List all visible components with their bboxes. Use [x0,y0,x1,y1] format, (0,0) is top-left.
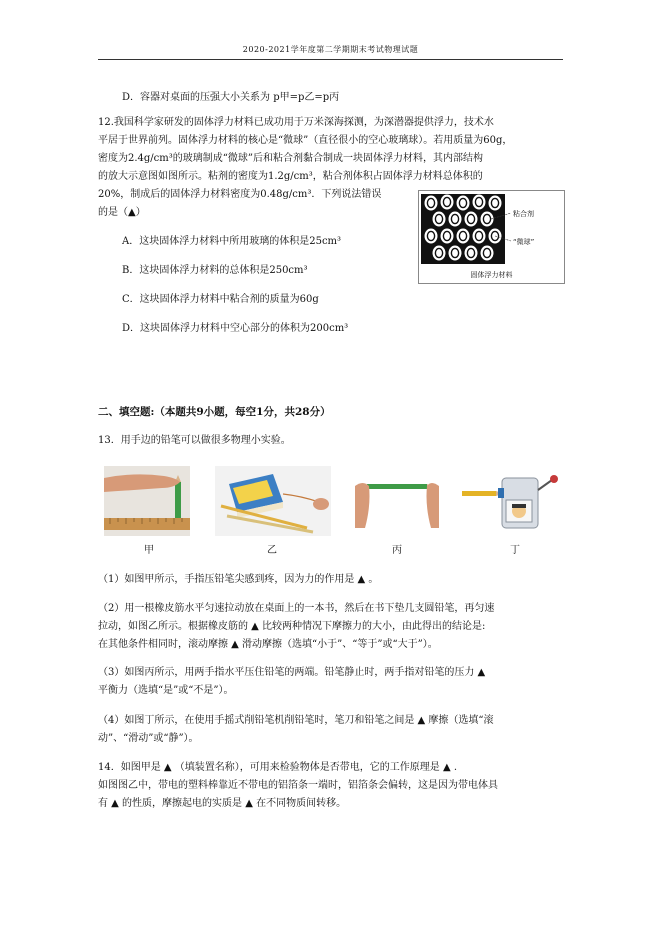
q12-line-6: 的是（▲） [98,207,146,218]
q14-line-3: 有 ▲ 的性质，摩擦起电的实质是 ▲ 在不同物质间转移。 [98,798,347,809]
section-heading: 二、填空题:（本题共9小题，每空1分，共28分） [98,406,331,418]
q12-line-2: 平居于世界前列。固体浮力材料的核心是“微球”（直径很小的空心玻璃球）。若用质量为60g， [98,135,513,146]
q13-part-1: （1）如图甲所示，手指压铅笔尖感到疼，因为力的作用是 ▲ 。 [98,574,379,585]
photo-fingers-pressing-pencil-ends [353,466,441,536]
photo-label-bing: 丙 [392,545,402,556]
microsphere-diagram [419,191,564,271]
q12-line-3: 密度为2.4g/cm³的玻璃制成“微球”后和粘合剂黏合制成一块固体浮力材料，其内部结构 [98,153,483,164]
q13-part-3-line-2: 平衡力（选填“是”或“不是”）。 [98,685,234,696]
buoyancy-material-figure [418,190,565,284]
binder-label: 粘合剂 [513,210,534,218]
q12-line-1: 12.我国科学家研发的固体浮力材料已成功用于万米深海探测，为深潜器提供浮力，技术水 [98,117,494,128]
q14-line-1: 14．如图甲是 ▲ （填装置名称），可用来检验物体是否带电，它的工作原理是 ▲ . [98,762,457,773]
q12-option-c: C．这块固体浮力材料中粘合剂的质量为60g [122,294,319,305]
q13-stem: 13．用手边的铅笔可以做很多物理小实验。 [98,435,291,446]
microsphere-label: “微球” [513,238,535,246]
q12-line-4: 的放大示意图如图所示。粘剂的密度为1.2g/cm³，粘合剂体积占固体浮力材料总体积的 [98,171,483,182]
q13-part-2-line-1: （2）用一根橡皮筋水平匀速拉动放在桌面上的一本书，然后在书下垫几支圆铅笔，再匀速 [98,603,495,614]
q11-option-d-formula: p甲=p乙=p丙 [273,92,340,103]
q13-part-4-line-2: 动”、“滑动”或“静”）。 [98,733,199,744]
q11-option-d-text: D．容器对桌面的压强大小关系为 [122,92,271,103]
q12-option-a: A．这块固体浮力材料中所用玻璃的体积是25cm³ [122,236,342,247]
q11-option-d [122,88,339,103]
figure-caption: 固体浮力材料 [470,271,513,279]
page-header: 2020-2021学年度第二学期期末考试物理试题 [98,44,563,60]
photo-finger-pressing-pencil [104,466,190,536]
q13-part-3-line-1: （3）如图丙所示，用两手指水平压住铅笔的两端。铅笔静止时，两手指对铅笔的压力 ▲ [98,667,486,678]
photo-pencil-sharpener [458,466,568,536]
q12-line-5: 20%，制成后的固体浮力材料密度为0.48g/cm³．下列说法错误 [98,189,382,200]
photo-label-ding: 丁 [510,545,520,556]
photo-label-jia: 甲 [144,545,154,556]
photo-book-on-pencils [215,466,331,536]
q14-line-2: 如图图乙中，带电的塑料棒靠近不带电的铝箔条一端时，铝箔条会偏转，这是因为带电体具 [98,780,498,791]
q13-part-4-line-1: （4）如图丁所示，在使用手摇式削铅笔机削铅笔时，笔刀和铅笔之间是 ▲ 摩擦（选填“滚 [98,715,494,726]
q12-option-d: D．这块固体浮力材料中空心部分的体积为200cm³ [122,323,349,334]
photo-label-yi: 乙 [267,545,277,556]
q13-part-2-line-2: 拉动，如图乙所示。根据橡皮筋的 ▲ 比较两种情况下摩擦力的大小，由此得出的结论是: [98,621,486,632]
q13-part-2-line-3: 在其他条件相同时，滚动摩擦 ▲ 滑动摩擦（选填“小于”、“等于”或“大于”）。 [98,639,438,650]
q12-option-b: B．这块固体浮力材料的总体积是250cm³ [122,265,308,276]
